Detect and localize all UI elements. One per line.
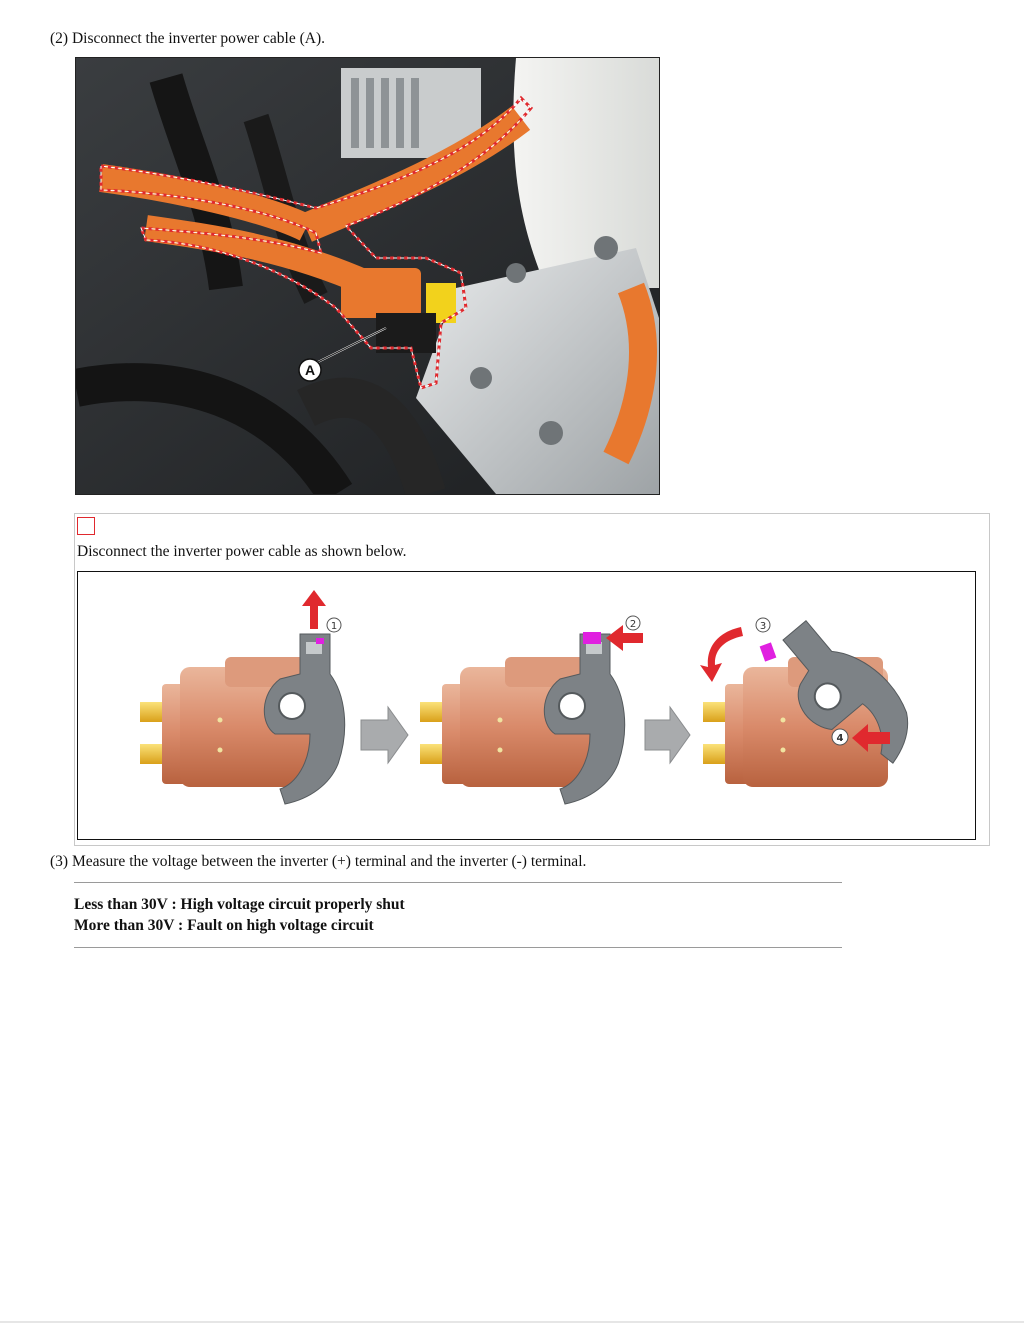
step-3-number: 3 (759, 621, 767, 632)
engine-bay-photo (75, 57, 660, 495)
voltage-spec-box (74, 882, 842, 948)
step-2-instruction: (2) Disconnect the inverter power cable (A). (50, 30, 326, 47)
spec-line-pass: Less than 30V : High voltage circuit properly shut (74, 896, 405, 913)
step-3-instruction: (3) Measure the voltage between the inverter (+) terminal and the inverter (-) terminal. (50, 853, 587, 870)
note-text: Disconnect the inverter power cable as shown below. (77, 543, 407, 560)
next-arrow-1 (361, 707, 408, 763)
stage-1-connector (140, 590, 345, 804)
step-1-number: 1 (330, 621, 338, 632)
step-4-number: 4 (836, 733, 844, 744)
stage-2-connector (420, 616, 643, 804)
stage-3-connector (700, 606, 930, 787)
note-checkbox-icon (77, 517, 95, 535)
callout-a-label: A (304, 362, 316, 378)
note-box (74, 513, 990, 846)
next-arrow-2 (645, 707, 690, 763)
connector-disconnect-diagram (77, 571, 976, 840)
spec-line-fault: More than 30V : Fault on high voltage circuit (74, 917, 374, 934)
step-2-number: 2 (629, 619, 637, 630)
callout-a-marker (299, 359, 321, 381)
